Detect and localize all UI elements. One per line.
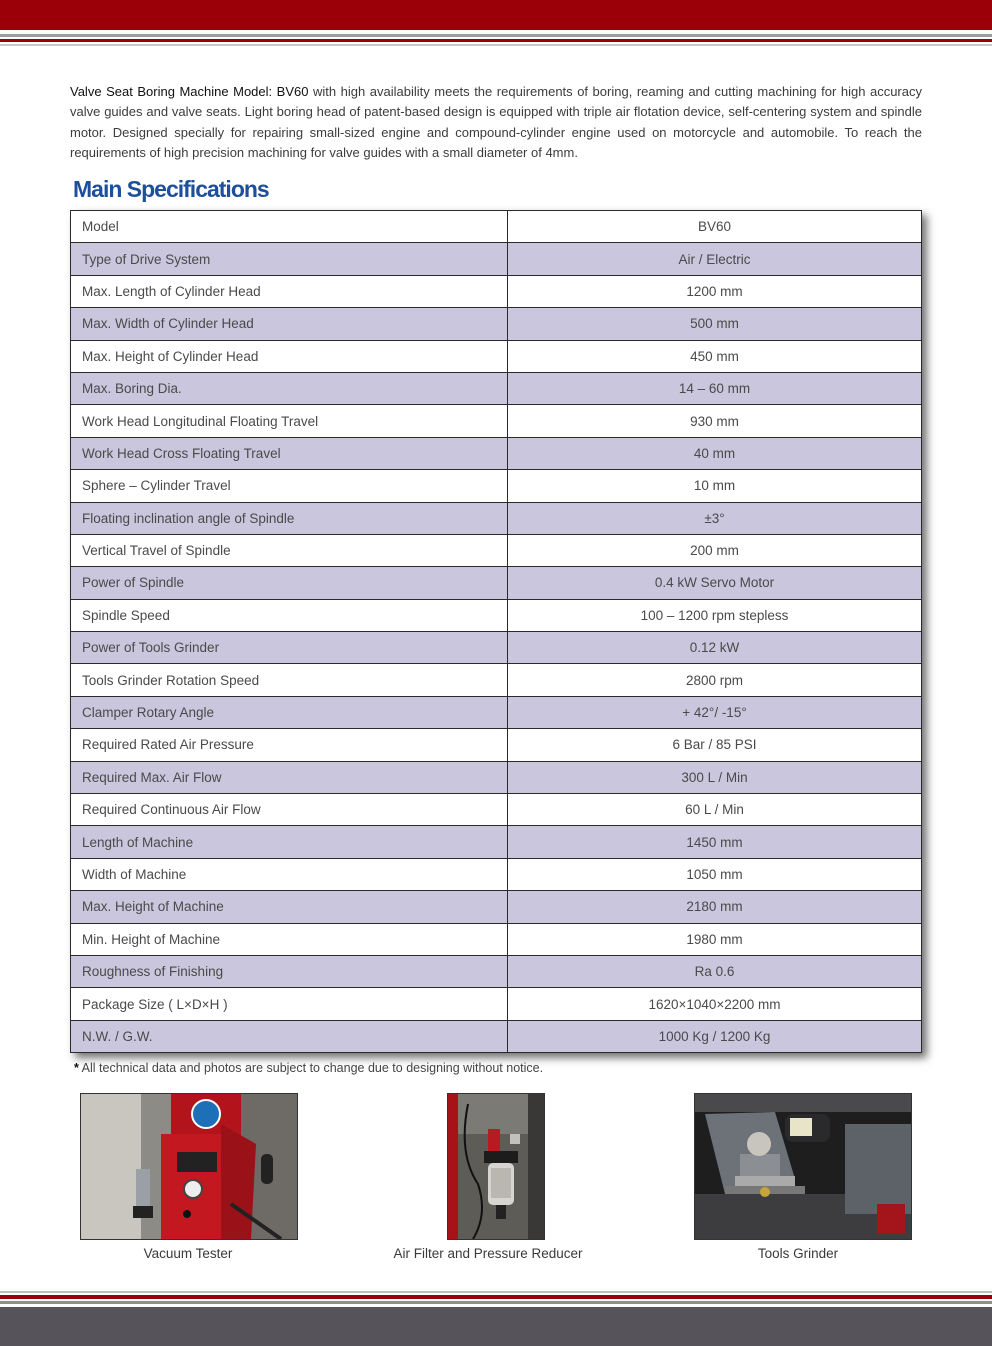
spec-label: Roughness of Finishing bbox=[71, 955, 508, 987]
spec-label: Max. Width of Cylinder Head bbox=[71, 308, 508, 340]
spec-label: Required Rated Air Pressure bbox=[71, 729, 508, 761]
spec-label: Package Size ( L×D×H ) bbox=[71, 988, 508, 1020]
footer-gray-band bbox=[0, 1307, 992, 1346]
table-row bbox=[71, 891, 922, 923]
table-row bbox=[71, 567, 922, 599]
vacuum-tester-caption: Vacuum Tester bbox=[143, 1246, 233, 1261]
spec-value: 1980 mm bbox=[508, 923, 922, 955]
table-row bbox=[71, 534, 922, 566]
note-text: All technical data and photos are subject to change due to designing without notice. bbox=[78, 1061, 544, 1075]
spec-value: 6 Bar / 85 PSI bbox=[508, 729, 922, 761]
spec-label: Max. Height of Machine bbox=[71, 891, 508, 923]
spec-value: Air / Electric bbox=[508, 243, 922, 275]
spec-value: 60 L / Min bbox=[508, 794, 922, 826]
table-row bbox=[71, 988, 922, 1020]
specifications-table-body bbox=[71, 211, 922, 1053]
table-row bbox=[71, 1020, 922, 1052]
vacuum-tester-photo bbox=[80, 1093, 298, 1240]
table-row bbox=[71, 502, 922, 534]
spec-value: 300 L / Min bbox=[508, 761, 922, 793]
spec-value: 2800 rpm bbox=[508, 664, 922, 696]
table-row bbox=[71, 761, 922, 793]
spec-label: Width of Machine bbox=[71, 858, 508, 890]
spec-label: Type of Drive System bbox=[71, 243, 508, 275]
spec-label: Vertical Travel of Spindle bbox=[71, 534, 508, 566]
table-row bbox=[71, 955, 922, 987]
specifications-title: Main Specifications bbox=[73, 176, 269, 202]
note-asterisk: * bbox=[74, 1061, 79, 1075]
table-row bbox=[71, 923, 922, 955]
table-row bbox=[71, 308, 922, 340]
table-row bbox=[71, 696, 922, 728]
spec-value: 500 mm bbox=[508, 308, 922, 340]
specifications-table bbox=[70, 210, 922, 1053]
intro-lead: Valve Seat Boring Machine Model: BV60 bbox=[70, 84, 309, 99]
spec-value: 200 mm bbox=[508, 534, 922, 566]
spec-value: 14 – 60 mm bbox=[508, 372, 922, 404]
spec-label: N.W. / G.W. bbox=[71, 1020, 508, 1052]
table-row bbox=[71, 372, 922, 404]
table-row bbox=[71, 599, 922, 631]
spec-value: 0.12 kW bbox=[508, 632, 922, 664]
spec-label: Max. Boring Dia. bbox=[71, 372, 508, 404]
table-row bbox=[71, 470, 922, 502]
intro-paragraph bbox=[70, 82, 922, 163]
spec-value: 100 – 1200 rpm stepless bbox=[508, 599, 922, 631]
spec-value: + 42°/ -15° bbox=[508, 696, 922, 728]
table-row bbox=[71, 275, 922, 307]
spec-label: Max. Length of Cylinder Head bbox=[71, 275, 508, 307]
spec-value: 450 mm bbox=[508, 340, 922, 372]
spec-value: 1000 Kg / 1200 Kg bbox=[508, 1020, 922, 1052]
table-row bbox=[71, 437, 922, 469]
table-row bbox=[71, 729, 922, 761]
spec-value: BV60 bbox=[508, 211, 922, 243]
spec-label: Required Continuous Air Flow bbox=[71, 794, 508, 826]
air-filter-caption: Air Filter and Pressure Reducer bbox=[393, 1246, 583, 1261]
footer-light-stripe bbox=[0, 1291, 992, 1293]
specifications-table-wrapper bbox=[70, 210, 922, 1053]
spec-value: 0.4 kW Servo Motor bbox=[508, 567, 922, 599]
spec-label: Model bbox=[71, 211, 508, 243]
table-row bbox=[71, 826, 922, 858]
spec-label: Length of Machine bbox=[71, 826, 508, 858]
tools-grinder-caption: Tools Grinder bbox=[757, 1246, 839, 1261]
spec-value: 1450 mm bbox=[508, 826, 922, 858]
spec-value: Ra 0.6 bbox=[508, 955, 922, 987]
spec-value: 1200 mm bbox=[508, 275, 922, 307]
spec-value: 1050 mm bbox=[508, 858, 922, 890]
spec-value: 930 mm bbox=[508, 405, 922, 437]
spec-label: Clamper Rotary Angle bbox=[71, 696, 508, 728]
header-gray-stripe bbox=[0, 34, 992, 37]
spec-label: Required Max. Air Flow bbox=[71, 761, 508, 793]
spec-value: ±3° bbox=[508, 502, 922, 534]
table-row bbox=[71, 664, 922, 696]
spec-label: Power of Tools Grinder bbox=[71, 632, 508, 664]
table-row bbox=[71, 211, 922, 243]
footer-red-stripe bbox=[0, 1295, 992, 1299]
spec-label: Min. Height of Machine bbox=[71, 923, 508, 955]
spec-label: Tools Grinder Rotation Speed bbox=[71, 664, 508, 696]
spec-value: 10 mm bbox=[508, 470, 922, 502]
spec-label: Max. Height of Cylinder Head bbox=[71, 340, 508, 372]
footer-gray-stripe bbox=[0, 1301, 992, 1304]
spec-label: Floating inclination angle of Spindle bbox=[71, 502, 508, 534]
header-red-band bbox=[0, 0, 992, 30]
header-red-stripe bbox=[0, 39, 992, 42]
spec-label: Sphere – Cylinder Travel bbox=[71, 470, 508, 502]
intro-text: with high availability meets the requirements of boring, reaming and cutting machining for high accuracy valve guides and valve seats. Light boring head of patent-based design is equipped with triple air flotation device, self-centering system and spindle motor. Designed specially for repairing small-sized engine and compound-cylinder engine used on motorcycle and automobile. To reach the requirements of high precision machining for valve guides with a small diameter of 4mm. bbox=[70, 84, 922, 160]
table-row bbox=[71, 243, 922, 275]
table-row bbox=[71, 405, 922, 437]
spec-value: 2180 mm bbox=[508, 891, 922, 923]
table-row bbox=[71, 340, 922, 372]
spec-label: Power of Spindle bbox=[71, 567, 508, 599]
disclaimer-note bbox=[74, 1061, 543, 1075]
air-filter-photo bbox=[447, 1093, 545, 1240]
spec-value: 1620×1040×2200 mm bbox=[508, 988, 922, 1020]
header-light-stripe bbox=[0, 44, 992, 46]
table-row bbox=[71, 632, 922, 664]
spec-label: Work Head Longitudinal Floating Travel bbox=[71, 405, 508, 437]
tools-grinder-photo bbox=[694, 1093, 912, 1240]
table-row bbox=[71, 858, 922, 890]
spec-label: Spindle Speed bbox=[71, 599, 508, 631]
spec-value: 40 mm bbox=[508, 437, 922, 469]
spec-label: Work Head Cross Floating Travel bbox=[71, 437, 508, 469]
table-row bbox=[71, 794, 922, 826]
